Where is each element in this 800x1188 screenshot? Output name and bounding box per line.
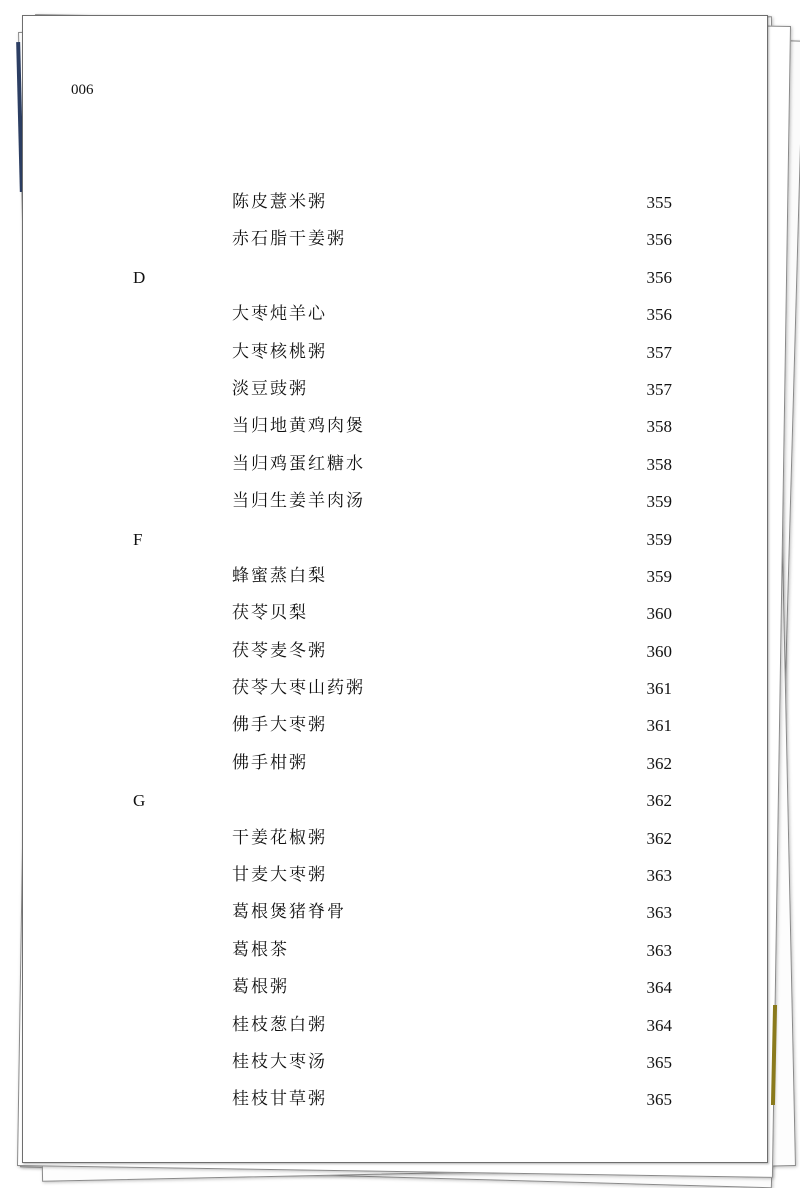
toc-entry-title: 当归生姜羊肉汤 — [232, 491, 365, 512]
toc-entry-title: 佛手大枣粥 — [232, 715, 327, 736]
toc-page-number: 362 — [646, 791, 672, 811]
toc-entry[interactable] — [23, 558, 767, 595]
toc-entry[interactable] — [23, 857, 767, 894]
toc-page-number: 358 — [646, 454, 672, 474]
toc-entry-title: 桂枝甘草粥 — [232, 1089, 327, 1110]
toc-page-number: 365 — [646, 1052, 672, 1072]
toc-entry-title: 桂枝葱白粥 — [232, 1014, 327, 1035]
toc-page-number: 362 — [646, 753, 672, 773]
toc-page-number: 359 — [646, 566, 672, 586]
toc-page-number: 361 — [646, 679, 672, 699]
toc-entry-title: 大枣核桃粥 — [232, 341, 327, 362]
toc-entry-title: 桂枝大枣汤 — [232, 1051, 327, 1072]
toc-entry-title: 当归鸡蛋红糖水 — [232, 453, 365, 474]
toc-page-number: 355 — [646, 193, 672, 212]
toc-entry-title: 茯苓大枣山药粥 — [232, 678, 365, 699]
toc-page-number: 360 — [646, 604, 672, 624]
toc-entry[interactable] — [23, 633, 767, 670]
toc-entry-title: 陈皮薏米粥 — [232, 192, 327, 212]
toc-page-number: 357 — [646, 342, 672, 362]
toc-entry[interactable] — [23, 1081, 767, 1118]
toc-entry-title: 葛根煲猪脊骨 — [232, 902, 346, 923]
toc-entry-title: 佛手柑粥 — [232, 752, 308, 773]
toc-entry[interactable] — [23, 670, 767, 707]
page-number: 006 — [71, 82, 94, 98]
toc-page-number: 361 — [646, 716, 672, 736]
toc-entry[interactable] — [23, 184, 767, 221]
toc-entry-title: 茯苓贝梨 — [232, 603, 308, 624]
toc-page-number: 358 — [646, 417, 672, 437]
toc-page-number: 363 — [646, 940, 672, 960]
toc-entry[interactable] — [23, 221, 767, 258]
toc-entry-title: 当归地黄鸡肉煲 — [232, 416, 365, 437]
toc-entry[interactable] — [23, 334, 767, 371]
toc-page-number: 363 — [646, 903, 672, 923]
toc-page-number: 359 — [646, 492, 672, 512]
toc-page-number: 356 — [646, 230, 672, 250]
toc-letter-label: G — [133, 791, 146, 811]
toc-section-letter[interactable] — [23, 782, 767, 819]
toc-entry[interactable] — [23, 1044, 767, 1081]
table-of-contents — [23, 184, 767, 1119]
toc-entry[interactable] — [23, 969, 767, 1006]
toc-entry[interactable] — [23, 446, 767, 483]
toc-entry-title: 干姜花椒粥 — [232, 827, 327, 848]
toc-entry-title: 蜂蜜蒸白梨 — [232, 565, 327, 586]
toc-entry-title: 葛根茶 — [232, 939, 289, 960]
toc-letter-label: D — [133, 267, 146, 287]
toc-entry-title: 淡豆豉粥 — [232, 378, 308, 399]
toc-entry-title: 赤石脂干姜粥 — [232, 229, 346, 250]
document-page — [22, 15, 768, 1163]
toc-page-number: 363 — [646, 866, 672, 886]
toc-page-number: 356 — [646, 305, 672, 325]
toc-entry[interactable] — [23, 371, 767, 408]
toc-entry[interactable] — [23, 296, 767, 333]
toc-letter-label: F — [133, 529, 143, 549]
toc-entry[interactable] — [23, 894, 767, 931]
toc-entry[interactable] — [23, 483, 767, 520]
toc-entry[interactable] — [23, 707, 767, 744]
toc-page-number: 364 — [646, 978, 672, 998]
toc-entry-title: 大枣炖羊心 — [232, 304, 327, 325]
toc-section-letter[interactable] — [23, 259, 767, 296]
toc-page-number: 364 — [646, 1015, 672, 1035]
toc-page-number: 362 — [646, 828, 672, 848]
toc-entry[interactable] — [23, 932, 767, 969]
toc-page-number: 356 — [646, 267, 672, 287]
toc-entry[interactable] — [23, 1007, 767, 1044]
toc-entry-title: 葛根粥 — [232, 977, 289, 998]
toc-page-number: 357 — [646, 379, 672, 399]
toc-entry[interactable] — [23, 408, 767, 445]
toc-section-letter[interactable] — [23, 521, 767, 558]
toc-entry-title: 甘麦大枣粥 — [232, 865, 327, 886]
toc-entry-title: 茯苓麦冬粥 — [232, 640, 327, 661]
toc-entry[interactable] — [23, 820, 767, 857]
toc-entry[interactable] — [23, 595, 767, 632]
toc-page-number: 360 — [646, 641, 672, 661]
toc-entry[interactable] — [23, 745, 767, 782]
toc-page-number: 365 — [646, 1090, 672, 1110]
toc-page-number: 359 — [646, 529, 672, 549]
